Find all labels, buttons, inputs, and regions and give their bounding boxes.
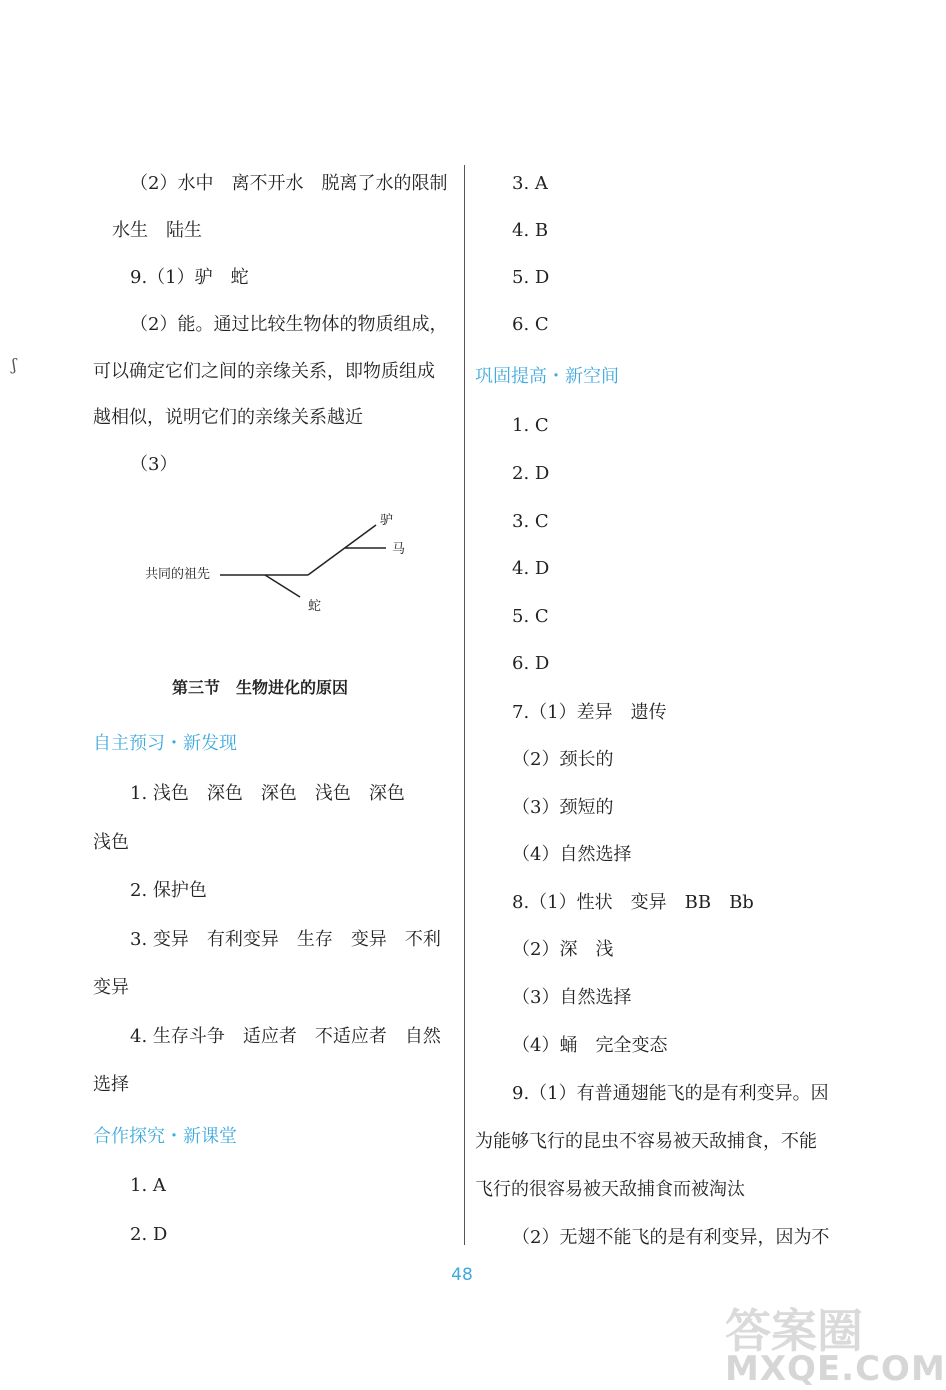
consolidate-line-18: （2）无翅不能飞的是有利变异，因为不: [512, 1227, 830, 1248]
preview-line-4: 3. 变异 有利变异 生存 变异 不利: [130, 929, 441, 950]
tree-leaf-donkey: 驴: [380, 513, 394, 528]
left-line-1: （2）水中 离不开水 脱离了水的限制: [130, 173, 448, 194]
preview-line-7: 选择: [93, 1074, 129, 1095]
consolidate-line-9: （3）颈短的: [512, 797, 614, 818]
preview-line-5: 变异: [93, 977, 129, 998]
consolidate-line-15: 9.（1）有普通翅能飞的是有利变异。因: [512, 1083, 829, 1104]
preview-line-3: 2. 保护色: [130, 880, 207, 901]
margin-mark: ʃ: [12, 355, 17, 374]
explore-line-2: 2. D: [130, 1224, 168, 1245]
right-line-4: 6. C: [512, 314, 549, 335]
consolidate-line-4: 4. D: [512, 558, 550, 579]
consolidate-line-14: （4）蛹 完全变态: [512, 1035, 668, 1056]
preview-line-6: 4. 生存斗争 适应者 不适应者 自然: [130, 1026, 441, 1047]
tree-root-label: 共同的祖先: [145, 567, 211, 582]
page-number: 48: [451, 1265, 473, 1285]
right-line-2: 4. B: [512, 220, 549, 241]
right-line-1: 3. A: [512, 173, 548, 194]
preview-line-1: 1. 浅色 深色 深色 浅色 深色: [130, 783, 405, 804]
consolidate-line-5: 5. C: [512, 606, 549, 627]
watermark-logo: 答案圈: [725, 1304, 863, 1358]
watermark-site: MXQE.COM: [725, 1349, 946, 1389]
preview-line-2: 浅色: [93, 832, 129, 853]
left-line-7: （3）: [130, 454, 178, 475]
heading-preview: 自主预习・新发现: [93, 733, 237, 754]
tree-leaf-snake: 蛇: [308, 599, 322, 614]
consolidate-line-8: （2）颈长的: [512, 749, 614, 770]
consolidate-line-16: 为能够飞行的昆虫不容易被天敌捕食，不能: [475, 1131, 817, 1152]
phylogenetic-tree: [130, 505, 430, 629]
left-line-3: 9.（1）驴 蛇: [130, 267, 249, 288]
consolidate-line-13: （3）自然选择: [512, 987, 632, 1008]
left-line-2: 水生 陆生: [112, 220, 202, 241]
right-line-3: 5. D: [512, 267, 550, 288]
consolidate-line-11: 8.（1）性状 变异 BB Bb: [512, 892, 754, 913]
left-line-6: 越相似，说明它们的亲缘关系越近: [93, 407, 363, 428]
consolidate-line-6: 6. D: [512, 653, 550, 674]
section-title: 第三节 生物进化的原因: [172, 678, 349, 697]
consolidate-line-1: 1. C: [512, 415, 549, 436]
left-line-4: （2）能。通过比较生物体的物质组成，: [130, 314, 448, 335]
tree-leaf-horse: 马: [392, 542, 406, 557]
consolidate-line-7: 7.（1）差异 遗传: [512, 702, 667, 723]
consolidate-line-12: （2）深 浅: [512, 939, 614, 960]
heading-explore: 合作探究・新课堂: [93, 1126, 237, 1147]
consolidate-line-10: （4）自然选择: [512, 844, 632, 865]
watermark: [725, 1295, 946, 1390]
heading-consolidate: 巩固提高・新空间: [475, 366, 619, 387]
explore-line-1: 1. A: [130, 1175, 166, 1196]
consolidate-line-2: 2. D: [512, 463, 550, 484]
consolidate-line-17: 飞行的很容易被天敌捕食而被淘汰: [475, 1179, 745, 1200]
consolidate-line-3: 3. C: [512, 511, 549, 532]
left-line-5: 可以确定它们之间的亲缘关系，即物质组成: [93, 361, 435, 382]
column-divider: [464, 165, 465, 1245]
